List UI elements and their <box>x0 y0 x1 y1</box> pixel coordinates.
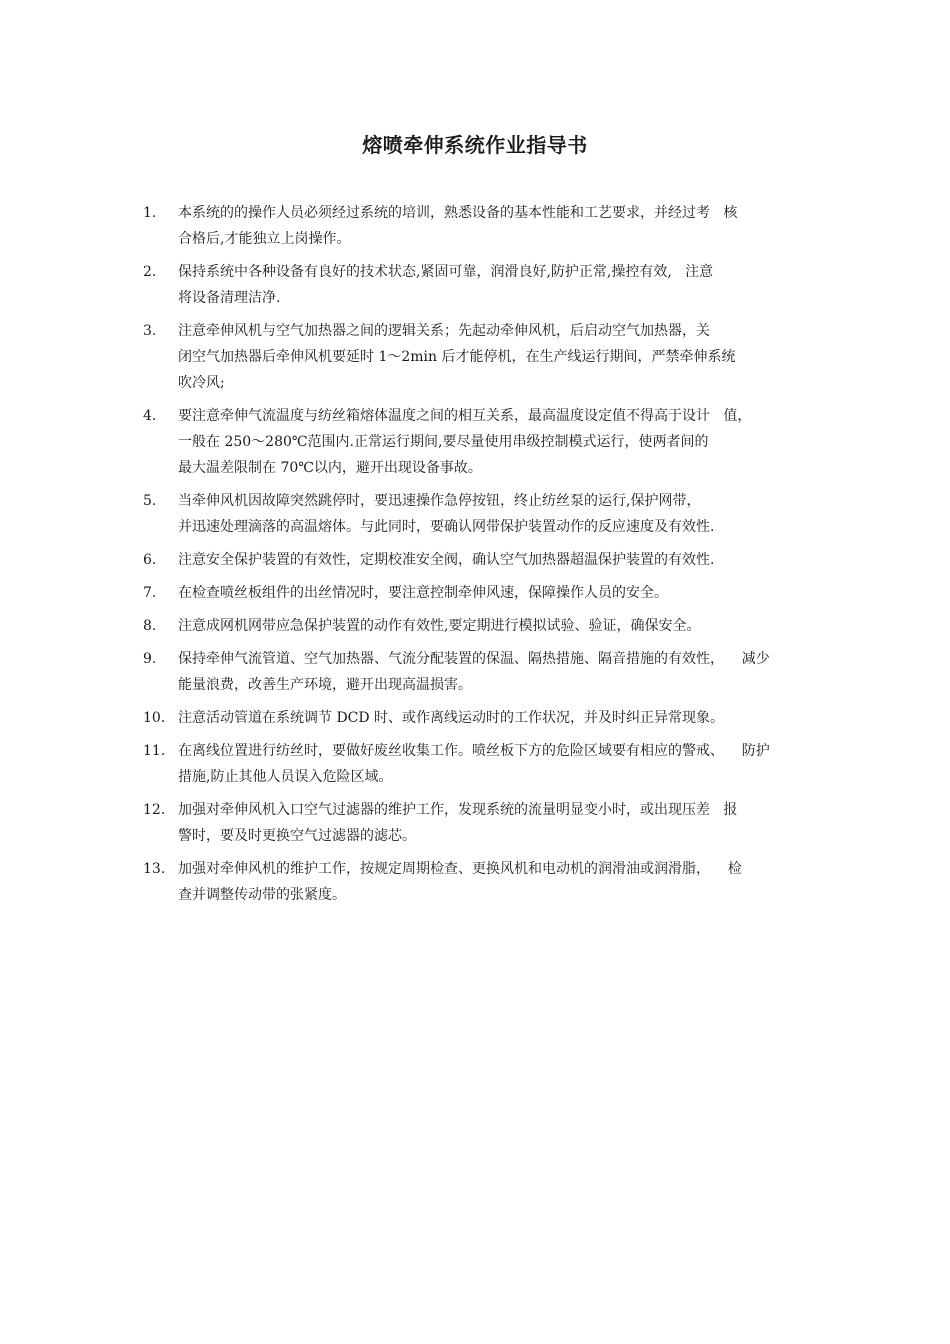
item-text-line: 注意活动管道在系统调节 DCD 时、或作离线运动时的工作状况，并及时纠正异常现象。 <box>178 710 725 726</box>
item-text-line: 吹冷风; <box>178 375 225 391</box>
item-text-line: 注意成网机网带应急保护装置的动作有效性,要定期进行模拟试验、验证，确保安全。 <box>178 618 701 634</box>
item-number: 9. <box>143 651 157 667</box>
item-text-line: 保持牵伸气流管道、空气加热器、气流分配装置的保温、隔热措施、隔音措施的有效性， 减少 <box>178 651 770 667</box>
item-text-line: 闭空气加热器后牵伸风机要延时 1～2min 后才能停机，在生产线运行期间，严禁牵伸系统 <box>178 349 736 365</box>
instruction-item <box>143 259 833 311</box>
item-text-line: 查并调整传动带的张紧度。 <box>178 887 346 903</box>
item-number: 5. <box>143 493 157 509</box>
item-text-line: 将设备清理洁净. <box>178 290 281 306</box>
item-number: 7. <box>143 585 157 601</box>
instruction-item <box>143 738 833 790</box>
item-text-line: 合格后,才能独立上岗操作。 <box>178 231 351 247</box>
item-text-line: 保持系统中各种设备有良好的技术状态,紧固可靠，润滑良好,防护正常,操控有效, 注意 <box>178 264 714 280</box>
item-text-line: 并迅速处理滴落的高温熔体。与此同时，要确认网带保护装置动作的反应速度及有效性. <box>178 519 715 535</box>
item-text-line: 要注意牵伸气流温度与纺丝箱熔体温度之间的相互关系，最高温度设定值不得高于设计 值， <box>178 408 752 424</box>
item-text-line: 加强对牵伸风机入口空气过滤器的维护工作，发现系统的流量明显变小时，或出现压差 报 <box>178 802 738 818</box>
item-text-line: 一般在 250～280℃范围内.正常运行期间,要尽量使用串级控制模式运行，使两者间的 <box>178 434 709 450</box>
instruction-item <box>143 856 833 908</box>
item-number: 3. <box>143 323 157 339</box>
item-number: 6. <box>143 552 157 568</box>
item-text-line: 警时，要及时更换空气过滤器的滤芯。 <box>178 828 416 844</box>
item-text-line: 加强对牵伸风机的维护工作，按规定周期检查、更换风机和电动机的润滑油或润滑脂， 检 <box>178 861 742 877</box>
item-text-line: 最大温差限制在 70℃以内，避开出现设备事故。 <box>178 460 482 476</box>
instruction-list <box>143 200 833 915</box>
instruction-item <box>143 488 833 540</box>
item-text-line: 在检查喷丝板组件的出丝情况时，要注意控制牵伸风速，保障操作人员的安全。 <box>178 585 668 601</box>
item-number: 11. <box>143 743 166 759</box>
instruction-item <box>143 705 833 731</box>
item-text-line: 当牵伸风机因故障突然跳停时，要迅速操作急停按钮，终止纺丝泵的运行,保护网带， <box>178 493 701 509</box>
item-number: 2. <box>143 264 157 280</box>
instruction-item <box>143 403 833 481</box>
item-text-line: 能量浪费，改善生产环境，避开出现高温损害。 <box>178 677 472 693</box>
item-number: 12. <box>143 802 166 818</box>
instruction-item <box>143 547 833 573</box>
item-number: 8. <box>143 618 157 634</box>
instruction-item <box>143 613 833 639</box>
instruction-item <box>143 797 833 849</box>
document-title: 熔喷牵伸系统作业指导书 <box>362 133 588 157</box>
item-number: 1. <box>143 205 157 221</box>
item-text-line: 在离线位置进行纺丝时，要做好废丝收集工作。喷丝板下方的危险区域要有相应的警戒、 防护 <box>178 743 770 759</box>
item-text-line: 注意牵伸风机与空气加热器之间的逻辑关系；先起动牵伸风机，后启动空气加热器，关 <box>178 323 710 339</box>
item-text-line: 本系统的的操作人员必须经过系统的培训，熟悉设备的基本性能和工艺要求，并经过考 核 <box>178 205 738 221</box>
instruction-item <box>143 318 833 396</box>
item-number: 13. <box>143 861 166 877</box>
item-text-line: 措施,防止其他人员误入危险区域。 <box>178 769 393 785</box>
item-text-line: 注意安全保护装置的有效性，定期校准安全阀，确认空气加热器超温保护装置的有效性. <box>178 552 715 568</box>
instruction-item <box>143 200 833 252</box>
item-number: 4. <box>143 408 157 424</box>
item-number: 10. <box>143 710 166 726</box>
instruction-item <box>143 580 833 606</box>
instruction-item <box>143 646 833 698</box>
